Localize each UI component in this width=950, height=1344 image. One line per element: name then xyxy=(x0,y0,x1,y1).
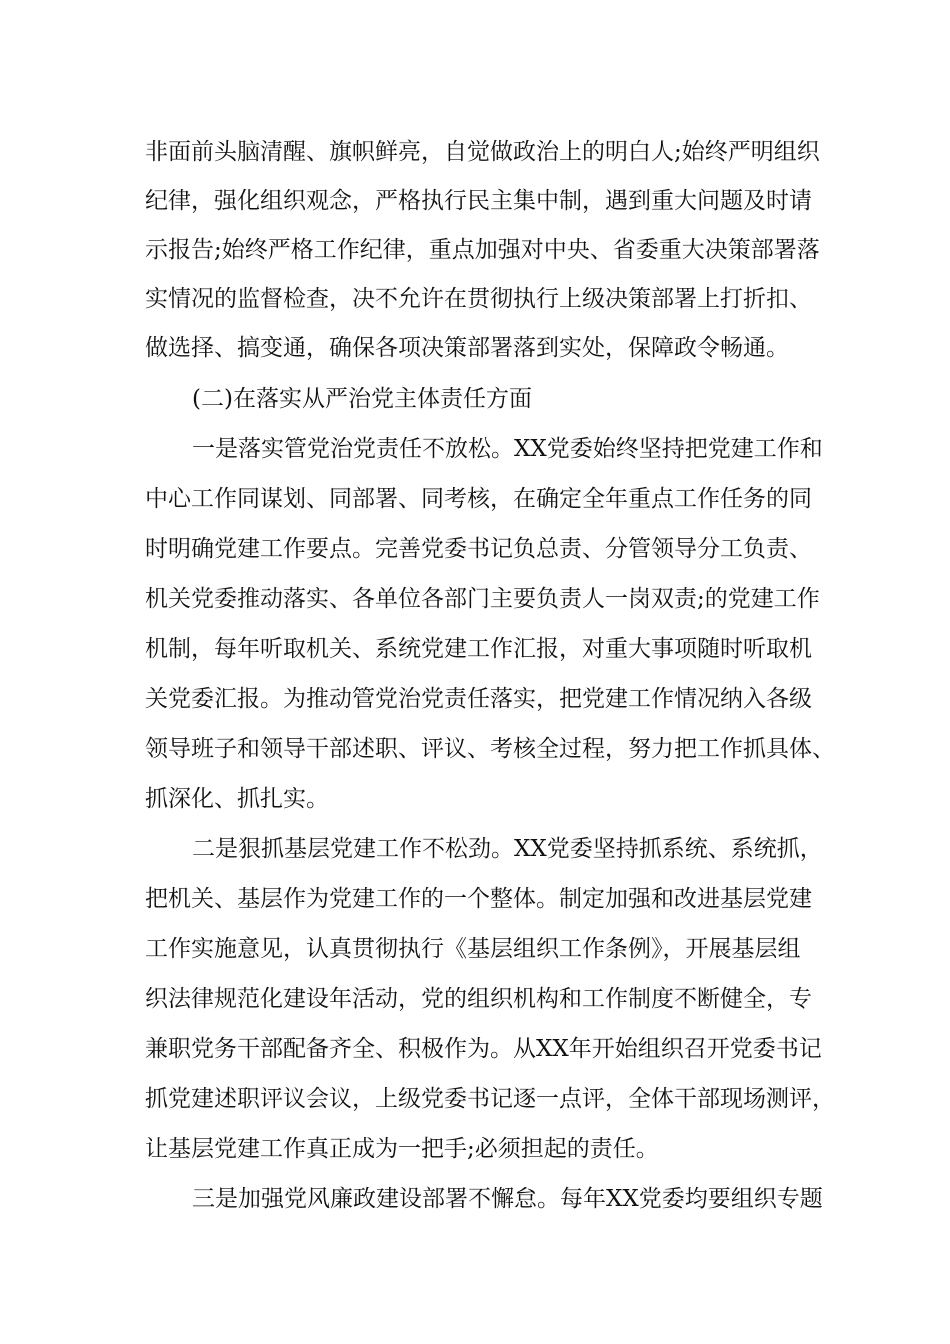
text-line-7: 一是落实管党治党责任不放松。XX党委始终坚持把党建工作和 xyxy=(192,436,823,462)
text-line-14: 抓深化、抓扎实。 xyxy=(145,786,329,812)
text-line-3: 示报告;始终严格工作纪律，重点加强对中央、省委重大决策部署落 xyxy=(145,237,820,263)
text-line-20: 抓党建述职评议会议，上级党委书记逐一点评，全体干部现场测评， xyxy=(145,1086,835,1112)
text-line-5: 做选择、搞变通，确保各项决策部署落到实处，保障政令畅通。 xyxy=(145,335,789,361)
text-line-18: 织法律规范化建设年活动，党的组织机构和工作制度不断健全，专 xyxy=(145,986,812,1012)
text-line-8: 中心工作同谋划、同部署、同考核，在确定全年重点工作任务的同 xyxy=(145,486,812,512)
text-line-21: 让基层党建工作真正成为一把手;必须担起的责任。 xyxy=(145,1136,659,1162)
text-line-16: 把机关、基层作为党建工作的一个整体。制定加强和改进基层党建 xyxy=(145,886,812,912)
text-line-19: 兼职党务干部配备齐全、积极作为。从XX年开始组织召开党委书记 xyxy=(145,1036,822,1062)
text-line-11: 机制，每年听取机关、系统党建工作汇报，对重大事项随时听取机 xyxy=(145,636,812,662)
text-line-9: 时明确党建工作要点。完善党委书记负总责、分管领导分工负责、 xyxy=(145,536,812,562)
text-line-1: 非面前头脑清醒、旗帜鲜亮，自觉做政治上的明白人;始终严明组织 xyxy=(145,139,820,165)
text-line-2: 纪律，强化组织观念，严格执行民主集中制，遇到重大问题及时请 xyxy=(145,188,812,214)
text-line-4: 实情况的监督检查，决不允许在贯彻执行上级决策部署上打折扣、 xyxy=(145,286,812,312)
text-line-10: 机关党委推动落实、各单位各部门主要负责人一岗双责;的党建工作 xyxy=(145,586,820,612)
section-heading: (二)在落实从严治党主体责任方面 xyxy=(192,386,532,412)
text-line-12: 关党委汇报。为推动管党治党责任落实，把党建工作情况纳入各级 xyxy=(145,686,812,712)
text-line-15: 二是狠抓基层党建工作不松劲。XX党委坚持抓系统、系统抓， xyxy=(192,836,823,862)
text-line-17: 工作实施意见，认真贯彻执行《基层组织工作条例》，开展基层组 xyxy=(145,936,801,962)
text-line-22: 三是加强党风廉政建设部署不懈怠。每年XX党委均要组织专题 xyxy=(192,1186,823,1212)
text-line-13: 领导班子和领导干部述职、评议、考核全过程，努力把工作抓具体、 xyxy=(145,736,835,762)
